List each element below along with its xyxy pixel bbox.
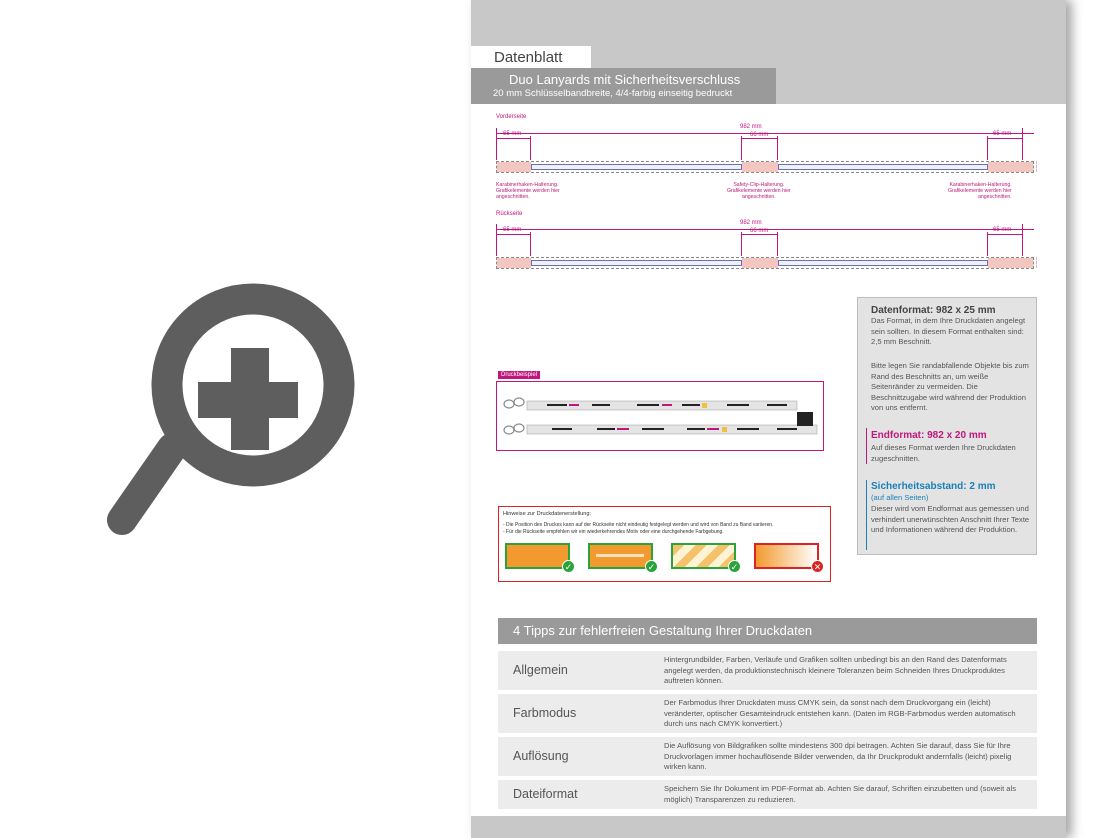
right-dim-line (988, 138, 1022, 139)
swatch-bad (754, 543, 819, 569)
tip-key: Allgemein (513, 663, 568, 677)
hint-bullet: - Die Position des Druckes kann auf der Rückseite nicht eindeutig festgelegt werden und wird von Band zu Band variieren. (503, 522, 774, 528)
mid-dim-line (741, 138, 777, 139)
data-format-heading: Datenformat: 982 x 25 mm (871, 305, 996, 316)
note-line: angeschnitten. (977, 194, 1012, 200)
tick (496, 224, 497, 256)
left-end-area (497, 258, 531, 268)
tip-text: Der Farbmodus Ihrer Druckdaten muss CMYK sein, da sonst nach dem Druckvorgang ein (leicht) veränderter, optischer Gesamteindruck entstehen kann. (Daten im RGB-Farbmodus werden automatisch durch uns nach CMYK konvertiert.) (664, 698, 1016, 728)
example-box (496, 381, 824, 451)
check-icon: ✓ (645, 560, 658, 573)
mid-dim-label: 66 mm (750, 132, 769, 138)
safety-text: Dieser wird vom Endformat aus gemessen und verhindert unerwünschten Anschnitt Ihrer Texte und Informationen während der Produktion. (871, 504, 1030, 534)
print-area-left (531, 164, 742, 170)
left-dim-label: 65 mm (503, 227, 522, 233)
front-strip (496, 161, 1034, 173)
hints-title: Hinweise zur Druckdatenerstellung: (503, 511, 591, 517)
check-icon: ✓ (728, 560, 741, 573)
right-end-area (988, 162, 1033, 172)
end-format-text: Auf dieses Format werden Ihre Druckdaten zugeschnitten. (871, 443, 1016, 463)
note-left (496, 182, 560, 200)
note-line: Safety-Clip-Halterung. (733, 182, 785, 188)
end-format-heading: Endformat: 982 x 20 mm (871, 430, 987, 441)
tick (777, 136, 778, 160)
footer-band (471, 816, 1066, 838)
product-subtitle: 20 mm Schlüsselbandbreite, 4/4-farbig einseitig bedruckt (493, 88, 733, 99)
back-label: Rückseite (496, 211, 523, 217)
datasheet-page (471, 0, 1066, 838)
bleed-text: Bitte legen Sie randabfallende Objekte bis zum Rand des Beschnitts an, um weiße Seitenränder zu vermeiden. Die Beschnittzugabe wird während der Produktion von uns entfernt. (871, 361, 1029, 412)
note-mid (727, 182, 791, 200)
swatch-good-2 (588, 543, 653, 569)
tip-row (498, 651, 1037, 690)
note-line: angeschnitten. (496, 194, 530, 200)
data-format-text: Das Format, in dem Ihre Druckdaten angelegt sein sollten. In diesem Format enthalten sind: 2,5 mm Beschnitt. (871, 316, 1026, 346)
tip-text: Die Auflösung von Bildgrafiken sollte mindestens 300 dpi betragen. Achten Sie darauf, dass Sie für Ihre Druckvorlagen immer hochauflösende Bilder verwenden, da Ihr Druckprodukt andernfalls (leicht) pixelig wirken kann. (664, 741, 1012, 771)
side-marker: | | | (1036, 255, 1038, 268)
hints-box (498, 506, 831, 582)
note-right (948, 182, 1012, 200)
note-line: Grafikelemente werden hier (727, 188, 791, 194)
tick (530, 136, 531, 160)
tip-key: Farbmodus (513, 706, 577, 720)
back-strip (496, 257, 1034, 269)
left-end-area (497, 162, 531, 172)
tick (741, 232, 742, 256)
tick (496, 128, 497, 160)
example-label: Druckbeispiel (498, 371, 540, 379)
print-area-left (531, 260, 742, 266)
hint-bullet: - Für die Rückseite empfehlen wir ein wiederkehrendes Motiv oder eine durchgehende Farbgebung. (503, 529, 724, 535)
tip-key: Dateiformat (513, 787, 578, 801)
total-dim-label: 982 mm (740, 220, 762, 226)
mid-clip-area (742, 258, 778, 268)
cross-icon: ✕ (811, 560, 824, 573)
product-title: Duo Lanyards mit Sicherheitsverschluss (509, 72, 741, 87)
accent-bar (866, 428, 867, 464)
zoom-in-icon[interactable] (100, 280, 360, 550)
title-bar (471, 68, 776, 104)
left-dim-line (496, 234, 530, 235)
right-dim-line (988, 234, 1022, 235)
note-line: Grafikelemente werden hier (948, 188, 1012, 194)
note-line: Grafikelemente werden hier (496, 188, 560, 194)
mid-clip-area (742, 162, 778, 172)
print-area-right (778, 164, 988, 170)
total-dim-label: 982 mm (740, 124, 762, 130)
tip-text: Hintergrundbilder, Farben, Verläufe und Grafiken sollten unbedingt bis an den Rand des Datenformats angelegt werden, da produktionstechnisch kleinere Toleranzen beim Schneiden Ihres Druckproduktes auftreten können. (664, 655, 1007, 685)
note-line: Karabinerhaken-Halterung. (496, 182, 559, 188)
lanyard-example-image (497, 382, 823, 450)
left-dim-line (496, 138, 530, 139)
side-marker: | | | (1036, 159, 1038, 172)
swatch-good-3 (671, 543, 736, 569)
tip-key: Auflösung (513, 749, 569, 763)
mid-dim-line (741, 234, 777, 235)
note-line: angeschnitten. (741, 194, 776, 200)
tick (741, 136, 742, 160)
tip-row (498, 780, 1037, 809)
swatch-good-1 (505, 543, 570, 569)
print-area-right (778, 260, 988, 266)
tick (987, 232, 988, 256)
tick (1022, 224, 1023, 256)
front-label: Vorderseite (496, 114, 527, 120)
format-info-box (857, 297, 1037, 555)
tick (987, 136, 988, 160)
right-end-area (988, 258, 1033, 268)
safety-subheading: (auf allen Seiten) (871, 493, 929, 502)
pattern-stripe (596, 554, 644, 557)
mid-dim-label: 66 mm (750, 228, 769, 234)
tick (530, 232, 531, 256)
tick (1022, 128, 1023, 160)
tick (777, 232, 778, 256)
right-dim-label: 65 mm (993, 227, 1012, 233)
safety-heading: Sicherheitsabstand: 2 mm (871, 481, 996, 492)
tip-row (498, 694, 1037, 733)
tips-heading: 4 Tipps zur fehlerfreien Gestaltung Ihrer Druckdaten (498, 618, 1037, 644)
check-icon: ✓ (562, 560, 575, 573)
tip-row (498, 737, 1037, 776)
left-dim-label: 65 mm (503, 131, 522, 137)
datasheet-tab: Datenblatt (471, 46, 591, 68)
note-line: Karabinerhaken-Halterung. (949, 182, 1012, 188)
right-dim-label: 65 mm (993, 131, 1012, 137)
accent-bar (866, 480, 867, 550)
tip-text: Speichern Sie Ihr Dokument im PDF-Format ab. Achten Sie darauf, Schriften einzubetten und (soweit als möglich) Transparenzen zu reduzieren. (664, 784, 1017, 804)
